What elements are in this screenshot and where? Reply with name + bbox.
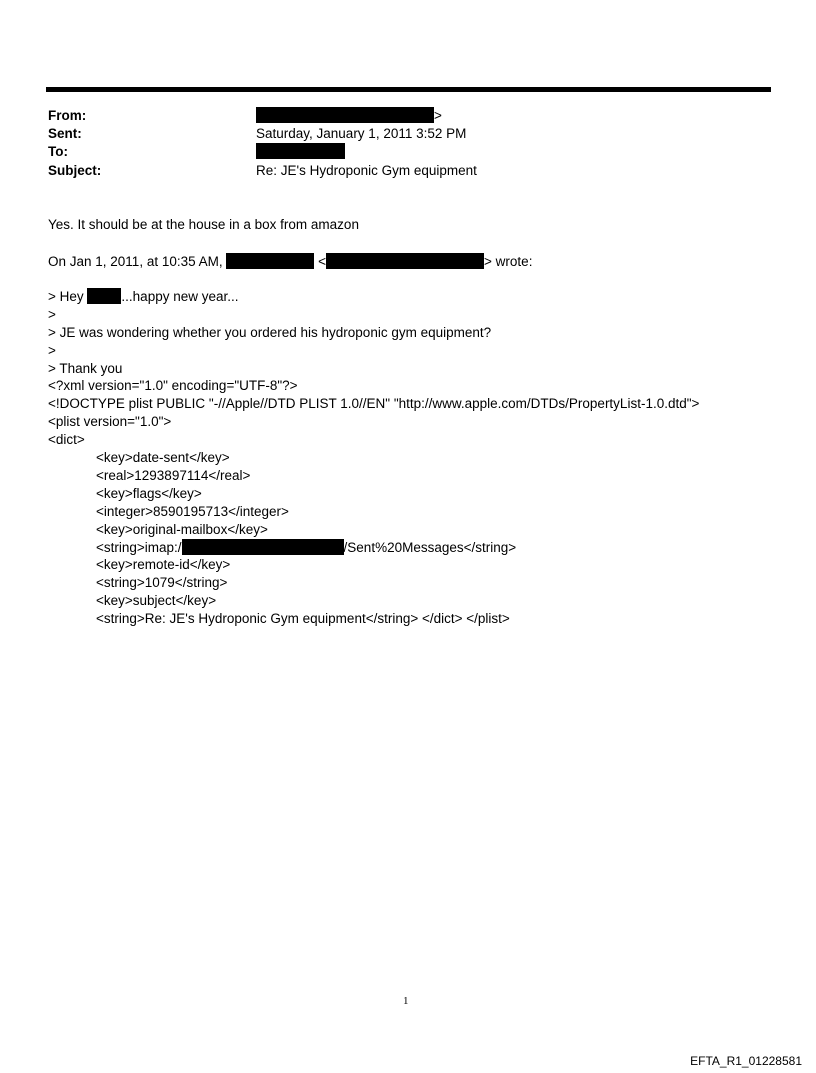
plist-key-subject: <key>subject</key> <box>96 593 217 608</box>
page-number: 1 <box>403 995 409 1007</box>
plist-key-date-sent: <key>date-sent</key> <box>96 450 230 465</box>
from-label: From: <box>48 108 87 123</box>
from-value <box>256 107 442 125</box>
quote-intro-lt: < <box>318 254 327 269</box>
quoted-blank-line-2: > <box>48 343 56 358</box>
reply-text: Yes. It should be at the house in a box from amazon <box>48 217 359 232</box>
quote-intro-prefix: On Jan 1, 2011, at 10:35 AM, <box>48 254 223 269</box>
plist-string-imap <box>96 539 516 557</box>
to-value <box>256 143 345 161</box>
plist-open-tag: <plist version="1.0"> <box>48 414 172 429</box>
redacted-quoted-sender-name <box>226 253 314 269</box>
imap-suffix: /Sent%20Messages</string> <box>343 540 517 555</box>
hey-prefix: > Hey <box>48 289 84 304</box>
redacted-imap-account <box>182 539 344 555</box>
redacted-recipient <box>256 143 345 159</box>
header-rule <box>46 87 771 92</box>
plist-real-value: <real>1293897114</real> <box>96 468 251 483</box>
plist-key-original-mailbox: <key>original-mailbox</key> <box>96 522 268 537</box>
redacted-recipient-name <box>87 288 121 304</box>
plist-integer-value: <integer>8590195713</integer> <box>96 504 289 519</box>
quoted-thanks-line: > Thank you <box>48 361 123 376</box>
plist-key-flags: <key>flags</key> <box>96 486 202 501</box>
subject-value: Re: JE's Hydroponic Gym equipment <box>256 163 477 178</box>
hey-suffix: ...happy new year... <box>121 289 239 304</box>
document-id: EFTA_R1_01228581 <box>690 1054 802 1068</box>
to-label: To: <box>48 144 68 159</box>
quote-intro <box>48 253 532 271</box>
from-value-suffix: > <box>434 108 442 123</box>
imap-prefix: <string>imap:/ <box>96 540 182 555</box>
sent-label: Sent: <box>48 126 82 141</box>
subject-label: Subject: <box>48 163 102 178</box>
plist-key-remote-id: <key>remote-id</key> <box>96 557 231 572</box>
plist-string-subject: <string>Re: JE's Hydroponic Gym equipment</string> </dict> </plist> <box>96 611 510 626</box>
redacted-quoted-sender-email <box>326 253 484 269</box>
dict-open-tag: <dict> <box>48 432 85 447</box>
quote-intro-suffix: > wrote: <box>484 254 533 269</box>
quoted-blank-line-1: > <box>48 307 56 322</box>
plist-string-remote-id: <string>1079</string> <box>96 575 228 590</box>
xml-declaration: <?xml version="1.0" encoding="UTF-8"?> <box>48 378 298 393</box>
xml-doctype: <!DOCTYPE plist PUBLIC "-//Apple//DTD PLIST 1.0//EN" "http://www.apple.com/DTDs/PropertyList-1.0.dtd"> <box>48 396 700 411</box>
sent-value: Saturday, January 1, 2011 3:52 PM <box>256 126 467 141</box>
quoted-hey-line <box>48 288 239 306</box>
redacted-sender-email <box>256 107 434 123</box>
quoted-question-line: > JE was wondering whether you ordered his hydroponic gym equipment? <box>48 325 492 340</box>
